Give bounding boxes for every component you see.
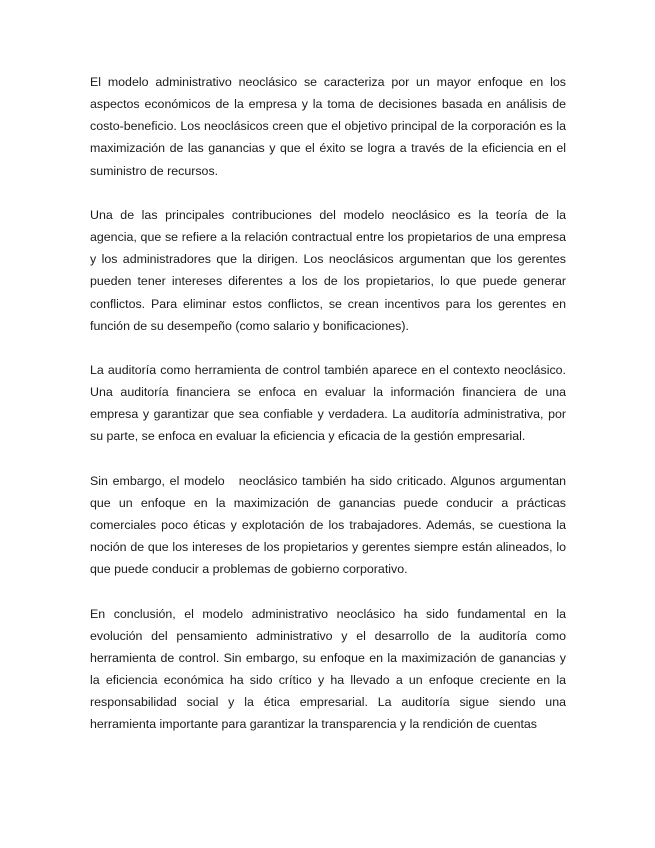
paragraph-audit-control: La auditoría como herramienta de control también aparece en el contexto neoclásico. Una auditoría financiera se enfoca en evaluar la información financiera de una empresa y garantizar que sea confiable y verdadera. La auditoría administrativa, por su parte, se enfoca en evaluar la eficiencia y eficacia de la gestión empresarial.: [90, 363, 570, 444]
paragraph-neoclassical-model: El modelo administrativo neoclásico se caracteriza por un mayor enfoque en los aspectos económicos de la empresa y la toma de decisiones basada en análisis de costo-beneficio. Los neoclásicos creen que el objetivo principal de la corporación es la maximización de las ganancias y que el éxito se logra a través de la eficiencia en el suministro de recursos.: [90, 75, 570, 178]
document-body: [90, 71, 570, 736]
paragraph-criticism: Sin embargo, el modelo neoclásico también ha sido criticado. Algunos argumentan que un enfoque en la maximización de ganancias puede conducir a prácticas comerciales poco éticas y explotación de los trabajadores. Además, se cuestiona la noción de que los intereses de los propietarios y gerentes siempre están alineados, lo que puede conducir a problemas de gobierno corporativo.: [90, 473, 570, 577]
paragraph-conclusion: En conclusión, el modelo administrativo neoclásico ha sido fundamental en la evolución del pensamiento administrativo y el desarrollo de la auditoría como herramienta de control. Sin embargo, su enfoque en la maximización de ganancias y la eficiencia económica ha sido crítico y ha llevado a un enfoque creciente en la responsabilidad social y la ética empresarial. La auditoría sigue siendo una herramienta importante para garantizar la transparencia y la rendición de cuentas: [90, 606, 570, 732]
paragraph-agency-theory: Una de las principales contribuciones del modelo neoclásico es la teoría de la agencia, que se refiere a la relación contractual entre los propietarios de una empresa y los administradores que la dirigen. Los neoclásicos argumentan que los gerentes pueden tener intereses diferentes a los de los propietarios, lo que puede generar conflictos. Para eliminar estos conflictos, se crean incentivos para los gerentes en función de su desempeño (como salario y bonificaciones).: [90, 207, 570, 333]
